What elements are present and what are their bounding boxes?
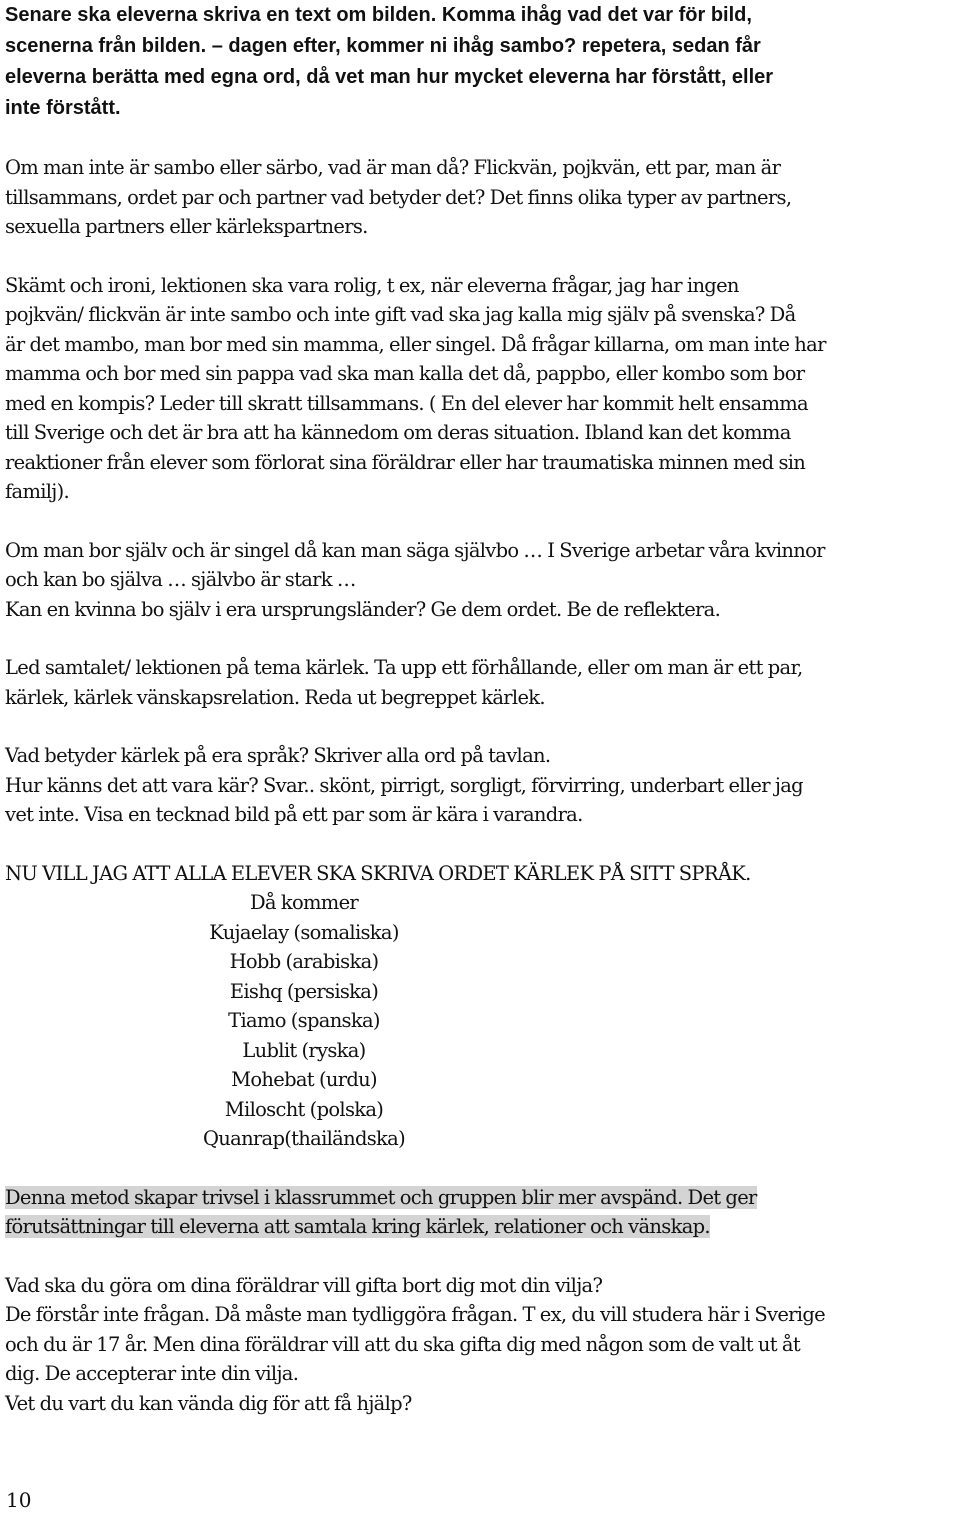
list-item: Tiamo (spanska) <box>228 1009 380 1032</box>
highlighted-text: Denna metod skapar trivsel i klassrummet och gruppen blir mer avspänd. Det ger <box>5 1185 757 1209</box>
text-line: och du är 17 år. Men dina föräldrar vill att du ska gifta dig med någon som de valt ut åt <box>5 1332 800 1356</box>
paragraph-love <box>5 653 957 712</box>
text-line: Vet du vart du kan vända dig för att få hjälp? <box>5 1391 412 1415</box>
list-item: Quanrap(thailändska) <box>203 1127 405 1150</box>
text-line: Hur känns det att vara kär? Svar.. skönt, pirrigt, sorgligt, förvirring, underbart eller jag <box>5 773 803 797</box>
paragraph-language <box>5 741 957 830</box>
text-line: familj). <box>5 480 70 503</box>
list-item: Eishq (persiska) <box>229 979 379 1003</box>
page-number: 10 <box>6 1488 32 1512</box>
text-line: Kan en kvinna bo själv i era ursprungsländer? Ge dem ordet. Be de reflektera. <box>5 597 721 621</box>
list-item: Miloscht (polska) <box>224 1097 384 1121</box>
text-line: Om man bor själv och är singel då kan man säga självbo … I Sverige arbetar våra kvinnor <box>5 538 825 562</box>
text-line: dig. De accepterar inte din vilja. <box>5 1362 299 1385</box>
paragraph-humor <box>5 271 957 507</box>
text-line: med en kompis? Leder till skratt tillsammans. ( En del elever har kommit helt ensamma <box>5 391 808 415</box>
text-line: och kan bo själva … självbo är stark … <box>5 568 356 591</box>
text-line: De förstår inte frågan. Då måste man tydliggöra frågan. T ex, du vill studera här i Sverige <box>5 1303 825 1326</box>
text-line: tillsammans, ordet par och partner vad betyder det? Det finns olika typer av partners, <box>5 185 792 209</box>
text-line: är det mambo, man bor med sin mamma, eller singel. Då frågar killarna, om man inte har <box>5 332 826 356</box>
list-item: Kujaelay (somaliska) <box>209 920 399 944</box>
document-page <box>5 0 957 1418</box>
intro-paragraph <box>5 0 957 124</box>
text-line: eleverna berätta med egna ord, då vet man hur mycket eleverna har förstått, eller <box>5 66 774 88</box>
text-line: reaktioner från elever som förlorat sina föräldrar eller har traumatiska minnen med sin <box>5 450 806 474</box>
highlighted-line <box>5 1183 957 1213</box>
instruction-text: NU VILL JAG ATT ALLA ELEVER SKA SKRIVA ORDET KÄRLEK PÅ SITT SPRÅK. <box>5 861 751 885</box>
text-line: Vad betyder kärlek på era språk? Skriver alla ord på tavlan. <box>5 744 551 767</box>
text-line: inte förstått. <box>5 97 121 119</box>
text-line: vet inte. Visa en tecknad bild på ett par som är kära i varandra. <box>5 803 583 826</box>
list-item: Lublit (ryska) <box>242 1038 366 1062</box>
text-line: Om man inte är sambo eller särbo, vad är man då? Flickvän, pojkvän, ett par, man är <box>5 156 781 179</box>
paragraph-marriage <box>5 1271 957 1419</box>
list-item: Då kommer <box>249 891 359 914</box>
text-line: Senare ska eleverna skriva en text om bilden. Komma ihåg vad det var för bild, <box>5 4 752 26</box>
text-line: till Sverige och det är bra att ha kännedom om deras situation. Ibland kan det komma <box>5 421 791 444</box>
text-line: mamma och bor med sin pappa vad ska man kalla det då, pappbo, eller kombo som bor <box>5 362 805 385</box>
instruction-heading <box>5 859 957 889</box>
list-item: Mohebat (urdu) <box>231 1068 377 1091</box>
highlighted-paragraph <box>5 1183 957 1242</box>
love-word-list <box>5 888 603 1154</box>
text-line: Vad ska du göra om dina föräldrar vill gifta bort dig mot din vilja? <box>5 1273 603 1297</box>
paragraph-single <box>5 536 957 625</box>
text-line: kärlek, kärlek vänskapsrelation. Reda ut begreppet kärlek. <box>5 685 545 709</box>
paragraph-partner <box>5 153 957 242</box>
text-line: pojkvän/ flickvän är inte sambo och inte gift vad ska jag kalla mig själv på svenska? Då <box>5 303 796 326</box>
text-line: sexuella partners eller kärlekspartners. <box>5 215 368 238</box>
text-line: scenerna från bilden. – dagen efter, kommer ni ihåg sambo? repetera, sedan får <box>5 35 761 57</box>
highlighted-text: förutsättningar till eleverna att samtala kring kärlek, relationer och vänskap. <box>5 1215 710 1238</box>
text-line: Led samtalet/ lektionen på tema kärlek. Ta upp ett förhållande, eller om man är ett par, <box>5 656 803 679</box>
list-item: Hobb (arabiska) <box>229 950 379 973</box>
body-text <box>5 124 957 1418</box>
highlighted-line <box>5 1212 957 1242</box>
text-line: Skämt och ironi, lektionen ska vara rolig, t ex, när eleverna frågar, jag har ingen <box>5 273 739 297</box>
